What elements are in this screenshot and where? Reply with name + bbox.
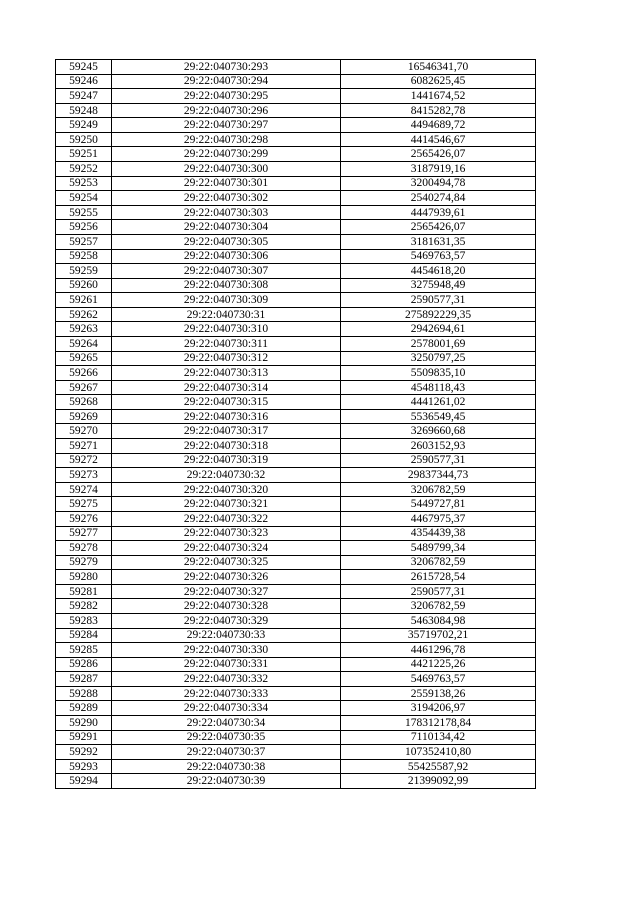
row-number-cell: 59258 (56, 249, 112, 264)
table-row (56, 351, 536, 366)
value-cell: 4454618,20 (341, 264, 536, 279)
cadastral-number-cell: 29:22:040730:306 (112, 249, 341, 264)
cadastral-number-cell: 29:22:040730:311 (112, 336, 341, 351)
row-number-cell: 59266 (56, 366, 112, 381)
value-cell: 2565426,07 (341, 220, 536, 235)
cadastral-number-cell: 29:22:040730:318 (112, 439, 341, 454)
row-number-cell: 59257 (56, 234, 112, 249)
value-cell: 5536549,45 (341, 409, 536, 424)
cadastral-number-cell: 29:22:040730:296 (112, 103, 341, 118)
row-number-cell: 59282 (56, 599, 112, 614)
table-row (56, 701, 536, 716)
row-number-cell: 59273 (56, 468, 112, 483)
row-number-cell: 59265 (56, 351, 112, 366)
table-body (56, 60, 536, 789)
value-cell: 2578001,69 (341, 336, 536, 351)
value-cell: 7110134,42 (341, 730, 536, 745)
cadastral-number-cell: 29:22:040730:295 (112, 89, 341, 104)
table-row (56, 293, 536, 308)
value-cell: 8415282,78 (341, 103, 536, 118)
value-cell: 4421225,26 (341, 657, 536, 672)
table-row (56, 759, 536, 774)
value-cell: 178312178,84 (341, 716, 536, 731)
value-cell: 5509835,10 (341, 366, 536, 381)
value-cell: 2565426,07 (341, 147, 536, 162)
value-cell: 29837344,73 (341, 468, 536, 483)
cadastral-number-cell: 29:22:040730:334 (112, 701, 341, 716)
cadastral-number-cell: 29:22:040730:31 (112, 307, 341, 322)
value-cell: 3275948,49 (341, 278, 536, 293)
row-number-cell: 59262 (56, 307, 112, 322)
table-row (56, 657, 536, 672)
table-row (56, 643, 536, 658)
cadastral-number-cell: 29:22:040730:320 (112, 482, 341, 497)
table-row (56, 395, 536, 410)
table-row (56, 264, 536, 279)
table-row (56, 424, 536, 439)
table-row (56, 730, 536, 745)
value-cell: 2590577,31 (341, 584, 536, 599)
value-cell: 4354439,38 (341, 526, 536, 541)
value-cell: 2559138,26 (341, 686, 536, 701)
row-number-cell: 59292 (56, 745, 112, 760)
row-number-cell: 59267 (56, 380, 112, 395)
row-number-cell: 59294 (56, 774, 112, 789)
table-row (56, 380, 536, 395)
cadastral-number-cell: 29:22:040730:326 (112, 570, 341, 585)
cadastral-number-cell: 29:22:040730:316 (112, 409, 341, 424)
cadastral-number-cell: 29:22:040730:315 (112, 395, 341, 410)
cadastral-number-cell: 29:22:040730:307 (112, 264, 341, 279)
cadastral-number-cell: 29:22:040730:38 (112, 759, 341, 774)
table-row (56, 511, 536, 526)
value-cell: 4414546,67 (341, 132, 536, 147)
table-row (56, 526, 536, 541)
table-row (56, 307, 536, 322)
value-cell: 4467975,37 (341, 511, 536, 526)
row-number-cell: 59264 (56, 336, 112, 351)
row-number-cell: 59259 (56, 264, 112, 279)
cadastral-number-cell: 29:22:040730:328 (112, 599, 341, 614)
table-row (56, 584, 536, 599)
row-number-cell: 59247 (56, 89, 112, 104)
row-number-cell: 59245 (56, 60, 112, 75)
cadastral-number-cell: 29:22:040730:330 (112, 643, 341, 658)
table-row (56, 89, 536, 104)
table-row (56, 366, 536, 381)
cadastral-number-cell: 29:22:040730:303 (112, 205, 341, 220)
row-number-cell: 59260 (56, 278, 112, 293)
value-cell: 3194206,97 (341, 701, 536, 716)
value-cell: 4494689,72 (341, 118, 536, 133)
cadastral-number-cell: 29:22:040730:304 (112, 220, 341, 235)
cadastral-number-cell: 29:22:040730:331 (112, 657, 341, 672)
table-row (56, 409, 536, 424)
table-row (56, 439, 536, 454)
cadastral-number-cell: 29:22:040730:297 (112, 118, 341, 133)
cadastral-number-cell: 29:22:040730:301 (112, 176, 341, 191)
cadastral-number-cell: 29:22:040730:329 (112, 613, 341, 628)
value-cell: 3181631,35 (341, 234, 536, 249)
row-number-cell: 59285 (56, 643, 112, 658)
cadastral-number-cell: 29:22:040730:312 (112, 351, 341, 366)
table-row (56, 774, 536, 789)
row-number-cell: 59251 (56, 147, 112, 162)
table-row (56, 555, 536, 570)
table-row (56, 60, 536, 75)
table-row (56, 191, 536, 206)
row-number-cell: 59252 (56, 162, 112, 177)
cadastral-number-cell: 29:22:040730:308 (112, 278, 341, 293)
row-number-cell: 59277 (56, 526, 112, 541)
value-cell: 3200494,78 (341, 176, 536, 191)
table-row (56, 132, 536, 147)
value-cell: 4441261,02 (341, 395, 536, 410)
cadastral-number-cell: 29:22:040730:293 (112, 60, 341, 75)
cadastral-number-cell: 29:22:040730:298 (112, 132, 341, 147)
row-number-cell: 59254 (56, 191, 112, 206)
cadastral-number-cell: 29:22:040730:32 (112, 468, 341, 483)
row-number-cell: 59256 (56, 220, 112, 235)
cadastral-number-cell: 29:22:040730:299 (112, 147, 341, 162)
row-number-cell: 59248 (56, 103, 112, 118)
value-cell: 35719702,21 (341, 628, 536, 643)
value-cell: 6082625,45 (341, 74, 536, 89)
value-cell: 3187919,16 (341, 162, 536, 177)
row-number-cell: 59261 (56, 293, 112, 308)
table-row (56, 220, 536, 235)
row-number-cell: 59269 (56, 409, 112, 424)
table-row (56, 541, 536, 556)
table-row (56, 497, 536, 512)
table-row (56, 716, 536, 731)
row-number-cell: 59283 (56, 613, 112, 628)
value-cell: 3206782,59 (341, 555, 536, 570)
row-number-cell: 59284 (56, 628, 112, 643)
row-number-cell: 59290 (56, 716, 112, 731)
value-cell: 2590577,31 (341, 293, 536, 308)
table-row (56, 613, 536, 628)
row-number-cell: 59280 (56, 570, 112, 585)
value-cell: 2615728,54 (341, 570, 536, 585)
table-row (56, 278, 536, 293)
table-row (56, 745, 536, 760)
row-number-cell: 59288 (56, 686, 112, 701)
value-cell: 5469763,57 (341, 249, 536, 264)
row-number-cell: 59249 (56, 118, 112, 133)
row-number-cell: 59271 (56, 439, 112, 454)
row-number-cell: 59278 (56, 541, 112, 556)
value-cell: 5449727,81 (341, 497, 536, 512)
value-cell: 2590577,31 (341, 453, 536, 468)
cadastral-number-cell: 29:22:040730:333 (112, 686, 341, 701)
cadastral-number-cell: 29:22:040730:309 (112, 293, 341, 308)
cadastral-number-cell: 29:22:040730:321 (112, 497, 341, 512)
cadastral-number-cell: 29:22:040730:305 (112, 234, 341, 249)
value-cell: 5489799,34 (341, 541, 536, 556)
row-number-cell: 59279 (56, 555, 112, 570)
table-row (56, 628, 536, 643)
cadastral-number-cell: 29:22:040730:314 (112, 380, 341, 395)
cadastral-number-cell: 29:22:040730:313 (112, 366, 341, 381)
row-number-cell: 59281 (56, 584, 112, 599)
table-row (56, 103, 536, 118)
value-cell: 275892229,35 (341, 307, 536, 322)
row-number-cell: 59268 (56, 395, 112, 410)
value-cell: 1441674,52 (341, 89, 536, 104)
row-number-cell: 59263 (56, 322, 112, 337)
value-cell: 2603152,93 (341, 439, 536, 454)
value-cell: 3269660,68 (341, 424, 536, 439)
row-number-cell: 59286 (56, 657, 112, 672)
value-cell: 21399092,99 (341, 774, 536, 789)
row-number-cell: 59275 (56, 497, 112, 512)
cadastral-number-cell: 29:22:040730:294 (112, 74, 341, 89)
table-row (56, 74, 536, 89)
row-number-cell: 59276 (56, 511, 112, 526)
row-number-cell: 59289 (56, 701, 112, 716)
cadastral-number-cell: 29:22:040730:319 (112, 453, 341, 468)
cadastral-number-cell: 29:22:040730:323 (112, 526, 341, 541)
cadastral-number-cell: 29:22:040730:35 (112, 730, 341, 745)
cadastral-number-cell: 29:22:040730:33 (112, 628, 341, 643)
cadastral-number-cell: 29:22:040730:332 (112, 672, 341, 687)
value-cell: 3250797,25 (341, 351, 536, 366)
row-number-cell: 59270 (56, 424, 112, 439)
value-cell: 55425587,92 (341, 759, 536, 774)
row-number-cell: 59287 (56, 672, 112, 687)
table-row (56, 672, 536, 687)
table-row (56, 336, 536, 351)
value-cell: 2540274,84 (341, 191, 536, 206)
row-number-cell: 59274 (56, 482, 112, 497)
row-number-cell: 59246 (56, 74, 112, 89)
table-row (56, 176, 536, 191)
row-number-cell: 59291 (56, 730, 112, 745)
table-row (56, 162, 536, 177)
value-cell: 107352410,80 (341, 745, 536, 760)
table-row (56, 453, 536, 468)
row-number-cell: 59250 (56, 132, 112, 147)
cadastral-number-cell: 29:22:040730:302 (112, 191, 341, 206)
cadastral-number-cell: 29:22:040730:310 (112, 322, 341, 337)
value-cell: 3206782,59 (341, 599, 536, 614)
cadastral-number-cell: 29:22:040730:322 (112, 511, 341, 526)
row-number-cell: 59255 (56, 205, 112, 220)
value-cell: 2942694,61 (341, 322, 536, 337)
data-table (55, 59, 536, 789)
cadastral-number-cell: 29:22:040730:324 (112, 541, 341, 556)
table-row (56, 118, 536, 133)
table-row (56, 249, 536, 264)
cadastral-number-cell: 29:22:040730:34 (112, 716, 341, 731)
table-row (56, 468, 536, 483)
value-cell: 5463084,98 (341, 613, 536, 628)
cadastral-number-cell: 29:22:040730:300 (112, 162, 341, 177)
row-number-cell: 59272 (56, 453, 112, 468)
value-cell: 16546341,70 (341, 60, 536, 75)
table-row (56, 570, 536, 585)
value-cell: 4447939,61 (341, 205, 536, 220)
table-row (56, 322, 536, 337)
row-number-cell: 59293 (56, 759, 112, 774)
cadastral-number-cell: 29:22:040730:327 (112, 584, 341, 599)
value-cell: 4548118,43 (341, 380, 536, 395)
table-row (56, 686, 536, 701)
table-row (56, 205, 536, 220)
cadastral-number-cell: 29:22:040730:39 (112, 774, 341, 789)
table-row (56, 147, 536, 162)
table-row (56, 234, 536, 249)
table-row (56, 599, 536, 614)
value-cell: 5469763,57 (341, 672, 536, 687)
cadastral-number-cell: 29:22:040730:325 (112, 555, 341, 570)
row-number-cell: 59253 (56, 176, 112, 191)
value-cell: 3206782,59 (341, 482, 536, 497)
table-row (56, 482, 536, 497)
cadastral-number-cell: 29:22:040730:317 (112, 424, 341, 439)
cadastral-number-cell: 29:22:040730:37 (112, 745, 341, 760)
value-cell: 4461296,78 (341, 643, 536, 658)
